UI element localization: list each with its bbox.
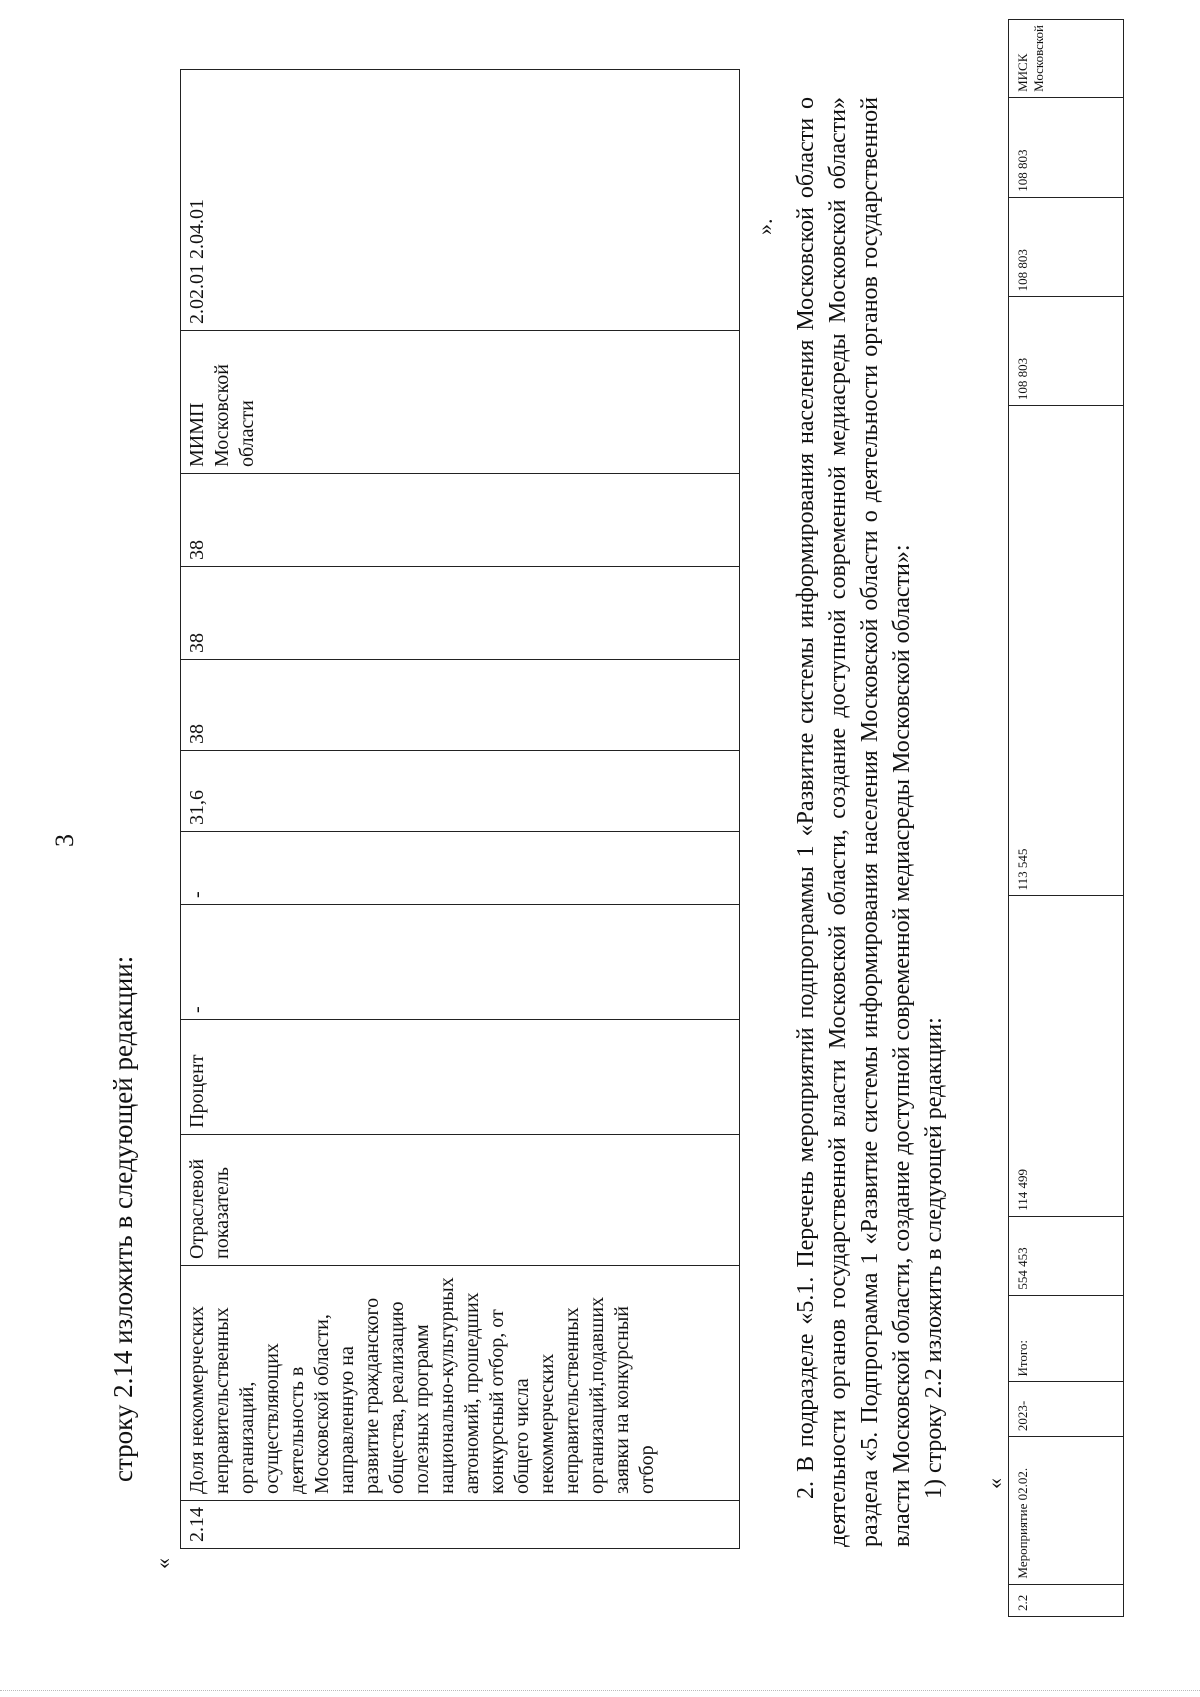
close-quote: ». bbox=[752, 218, 777, 235]
table-row-2-2 bbox=[1008, 19, 1124, 1617]
value-year-1: - bbox=[181, 832, 740, 905]
amount-year-2: 113 545 bbox=[1009, 406, 1124, 896]
value-year-3: 38 bbox=[181, 660, 740, 751]
amount-year-1: 114 499 bbox=[1009, 896, 1124, 1216]
indicator-unit: Процент bbox=[181, 1020, 740, 1135]
paragraph-2-text: 2. В подразделе «5.1. Перечень мероприятий подпрограммы 1 «Развитие системы информирования населения Московской области о деятельности органов государственной власти Московской области, создание доступной современной медиасреды Московской области» раздела «5. Подпрограмма 1 «Развитие системы информирования населения Московской области о деятельности органов государственной власти Московской области, создание доступной современной медиасреды Московской области»: bbox=[793, 97, 915, 1547]
row-number: 2.14 bbox=[181, 1501, 740, 1549]
indicator-type: Отраслевой показатель bbox=[181, 1135, 740, 1266]
amount-year-3: 108 803 bbox=[1009, 297, 1124, 406]
open-quote-2: « bbox=[982, 1478, 1007, 1489]
total-sum: 554 453 bbox=[1009, 1216, 1124, 1295]
scan-edge-artifact bbox=[0, 1689, 1200, 1691]
value-year-4: 38 bbox=[181, 567, 740, 660]
measure-name: Мероприятие 02.02. bbox=[1009, 1437, 1124, 1584]
value-base: - bbox=[181, 905, 740, 1020]
value-year-5: 38 bbox=[181, 474, 740, 567]
open-quote: « bbox=[150, 1558, 175, 1569]
page-number: 3 bbox=[50, 834, 79, 847]
total-label: Итого: bbox=[1009, 1295, 1124, 1382]
activity-code: 2.02.01 2.04.01 bbox=[181, 70, 740, 331]
amount-year-5: 108 803 bbox=[1009, 97, 1124, 197]
paragraph-2 bbox=[790, 97, 950, 1547]
indicator-name: Доля некоммерческих неправительственных организаций, осуществляющих деятельность в Московской области, направленную на развитие гражданского общества, реализацию полезных программ национально-культурных автономий, прошедших конкурсный отбор, от общего числа некоммерческих неправительственных организаций,подавших заявки на конкурсный отбор bbox=[181, 1266, 740, 1501]
measure-period: 2023- bbox=[1009, 1382, 1124, 1437]
executor: МИСК Московской bbox=[1009, 20, 1124, 98]
intro-line: строку 2.14 изложить в следующей редакции: bbox=[108, 955, 138, 1482]
value-year-2: 31,6 bbox=[181, 751, 740, 832]
table-row-2-14 bbox=[180, 69, 740, 1549]
row-number: 2.2 bbox=[1009, 1584, 1124, 1616]
amount-year-4: 108 803 bbox=[1009, 197, 1124, 297]
responsible-body: МИМП Московской области bbox=[181, 331, 740, 474]
subparagraph-1: 1) строку 2.2 изложить в следующей редакции: bbox=[921, 1017, 947, 1499]
